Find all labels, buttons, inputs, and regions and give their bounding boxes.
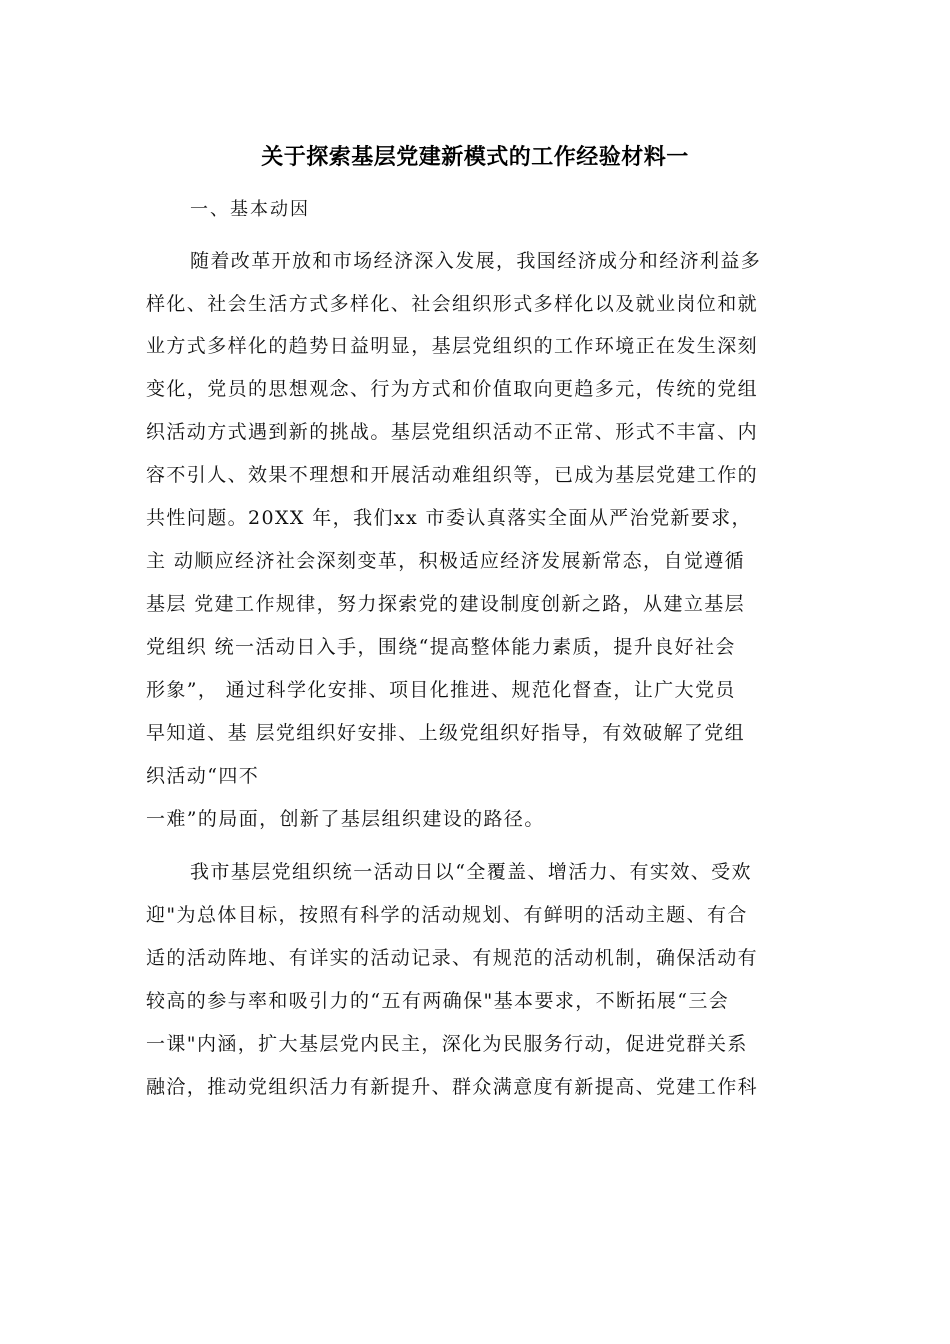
paragraph-line: 迎"为总体目标，按照有科学的活动规划、有鲜明的活动主题、有合 [146,904,748,926]
paragraph-line: 较高的参与率和吸引力的“五有两确保"基本要求，不断拓展“三会 [146,990,730,1012]
paragraph-line: 织活动方式遇到新的挑战。基层党组织活动不正常、形式不丰富、内 [146,421,759,443]
paragraph-line: 我市基层党组织统一活动日以“全覆盖、增活力、有实效、受欢 [190,861,752,883]
paragraph-line: 适的活动阵地、有详实的活动记录、有规范的活动机制，确保活动有 [146,947,759,969]
paragraph-line: 共性问题。20XX 年，我们xx 市委认真落实全面从严治党新要求， [146,507,752,529]
paragraph-line: 一课"内涵，扩大基层党内民主，深化为民服务行动，促进党群关系 [146,1033,748,1055]
document-title: 关于探索基层党建新模式的工作经验材料一 [261,145,689,170]
section-heading: 一、基本动因 [190,199,310,220]
paragraph-line: 业方式多样化的趋势日益明显，基层党组织的工作环境正在发生深刻 [146,335,759,357]
paragraph-line: 样化、社会生活方式多样化、社会组织形式多样化以及就业岗位和就 [146,293,759,315]
paragraph-line: 随着改革开放和市场经济深入发展，我国经济成分和经济利益多 [190,250,762,272]
paragraph-line: 一难”的局面，创新了基层组织建设的路径。 [146,808,545,830]
paragraph-line: 基层 党建工作规律，努力探索党的建设制度创新之路，从建立基层 [146,593,746,615]
paragraph-line: 形象”， 通过科学化安排、项目化推进、规范化督查，让广大党员 [146,679,736,701]
paragraph-line: 容不引人、效果不理想和开展活动难组织等，已成为基层党建工作的 [146,464,759,486]
paragraph-line: 党组织 统一活动日入手，围绕“提高整体能力素质，提升良好社会 [146,636,736,658]
paragraph-line: 变化，党员的思想观念、行为方式和价值取向更趋多元，传统的党组 [146,378,759,400]
paragraph-line: 早知道、基 层党组织好安排、上级党组织好指导，有效破解了党组 [146,722,746,744]
paragraph-line: 织活动“四不 [146,765,260,787]
paragraph-line: 融洽，推动党组织活力有新提升、群众满意度有新提高、党建工作科 [146,1076,759,1098]
paragraph-line: 主 动顺应经济社会深刻变革，积极适应经济发展新常态，自觉遵循 [146,550,746,572]
